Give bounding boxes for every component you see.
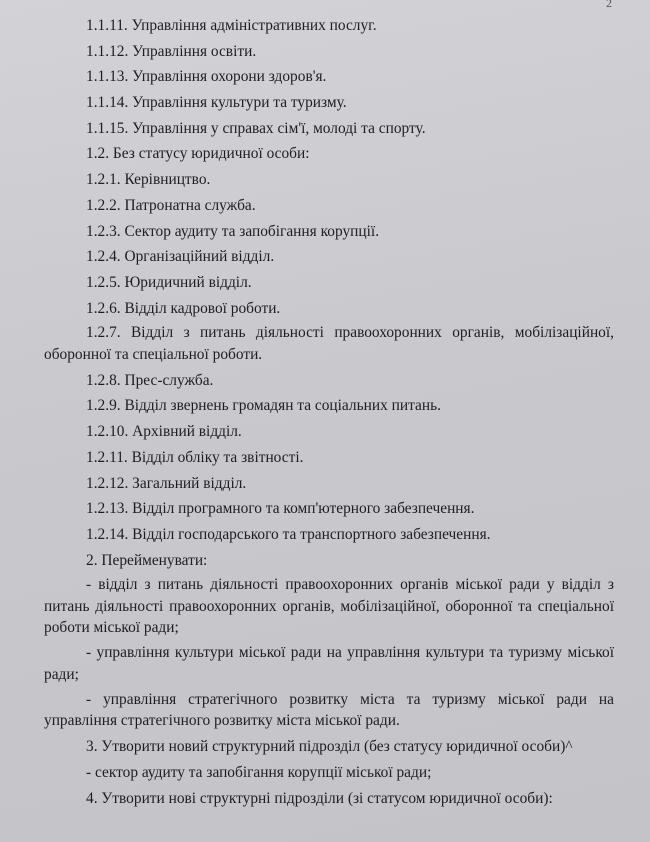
list-item: 1.2.10. Архівний відділ. <box>86 423 242 441</box>
list-item: 1.2.11. Відділ обліку та звітності. <box>86 448 304 466</box>
rename-paragraph: - відділ з питань діяльності правоохоронних органів міської ради у відділ з питань діяльності правоохоронних органів, мобілізаційної, оборонної та спеціальної роботи міської ради; <box>44 576 614 637</box>
section-heading: 2. Перейменувати: <box>86 551 208 569</box>
list-item: 1.1.12. Управління освіти. <box>86 42 257 60</box>
section-heading: 4. Утворити нові структурні підрозділи (зі статусом юридичної особи): <box>86 789 553 807</box>
rename-paragraph: - управління стратегічного розвитку міста та туризму міської ради на управління стратегічного розвитку міста міської ради. <box>44 690 614 730</box>
section-heading: 3. Утворити новий структурний підрозділ (без статусу юридичної особи)^ <box>86 738 573 756</box>
list-item: 1.2.4. Організаційний відділ. <box>86 248 275 266</box>
list-item: 1.1.15. Управління у справах сім'ї, молоді та спорту. <box>86 119 426 137</box>
list-item-paragraph: 1.2.7. Відділ з питань діяльності правоохоронних органів, мобілізаційної, оборонної та спеціальної роботи. <box>44 324 614 363</box>
list-item: 1.2.5. Юридичний відділ. <box>86 273 252 291</box>
list-item: - сектор аудиту та запобігання корупції міської ради; <box>86 763 432 781</box>
page-number: 2 <box>606 0 612 10</box>
list-item: 1.1.13. Управління охорони здоров'я. <box>86 68 327 86</box>
list-item: 1.2.8. Прес-служба. <box>86 371 214 389</box>
list-item: 1.2.2. Патронатна служба. <box>86 196 256 214</box>
section-heading: 1.2. Без статусу юридичної особи: <box>86 145 310 163</box>
list-item: 1.1.14. Управління культури та туризму. <box>86 94 347 112</box>
list-item: 1.2.14. Відділ господарського та транспортного забезпечення. <box>86 525 491 543</box>
rename-paragraph: - управління культури міської ради на управління культури та туризму міської ради; <box>44 644 614 683</box>
list-item: 1.1.11. Управління адміністративних послуг. <box>86 17 377 34</box>
list-item: 1.2.13. Відділ програмного та комп'ютерного забезпечення. <box>86 500 475 518</box>
list-item: 1.2.12. Загальний відділ. <box>86 474 247 492</box>
list-item: 1.2.3. Сектор аудиту та запобігання корупції. <box>86 222 380 240</box>
list-item: 1.2.6. Відділ кадрової роботи. <box>86 299 281 317</box>
list-item: 1.2.9. Відділ звернень громадян та соціальних питань. <box>86 397 441 415</box>
list-item: 1.2.1. Керівництво. <box>86 171 211 189</box>
